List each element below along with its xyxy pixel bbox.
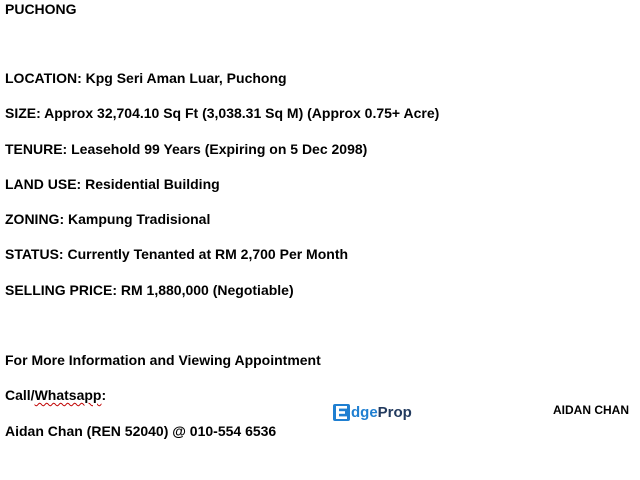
contact-call-line <box>5 386 106 404</box>
logo-letter-e-icon <box>336 406 347 419</box>
edgeprop-logo <box>333 402 412 422</box>
watermark-agent-name: AIDAN CHAN <box>553 403 629 417</box>
detail-location: LOCATION: Kpg Seri Aman Luar, Puchong <box>5 70 287 86</box>
detail-selling-price: SELLING PRICE: RM 1,880,000 (Negotiable) <box>5 282 294 298</box>
detail-status: STATUS: Currently Tenanted at RM 2,700 Per Month <box>5 246 349 262</box>
contact-agent-line: Aidan Chan (REN 52040) @ 010-554 6536 <box>5 423 277 439</box>
detail-zoning: ZONING: Kampung Tradisional <box>5 211 211 227</box>
contact-info-line: For More Information and Viewing Appointment <box>5 352 321 368</box>
call-word-whatsapp: Whatsapp <box>34 387 102 403</box>
call-suffix: : <box>101 387 107 403</box>
logo-text-blue: dge <box>351 403 378 421</box>
detail-size: SIZE: Approx 32,704.10 Sq Ft (3,038.31 Sq M) (Approx 0.75+ Acre) <box>5 105 440 121</box>
detail-tenure: TENURE: Leasehold 99 Years (Expiring on 5 Dec 2098) <box>5 141 368 157</box>
logo-text-dark: Prop <box>377 403 412 421</box>
detail-land-use: LAND USE: Residential Building <box>5 176 220 192</box>
heading-location: PUCHONG <box>5 1 77 17</box>
call-prefix: Call/ <box>5 387 35 403</box>
edgeprop-logo-text <box>351 404 412 421</box>
edgeprop-logo-icon <box>333 404 350 421</box>
